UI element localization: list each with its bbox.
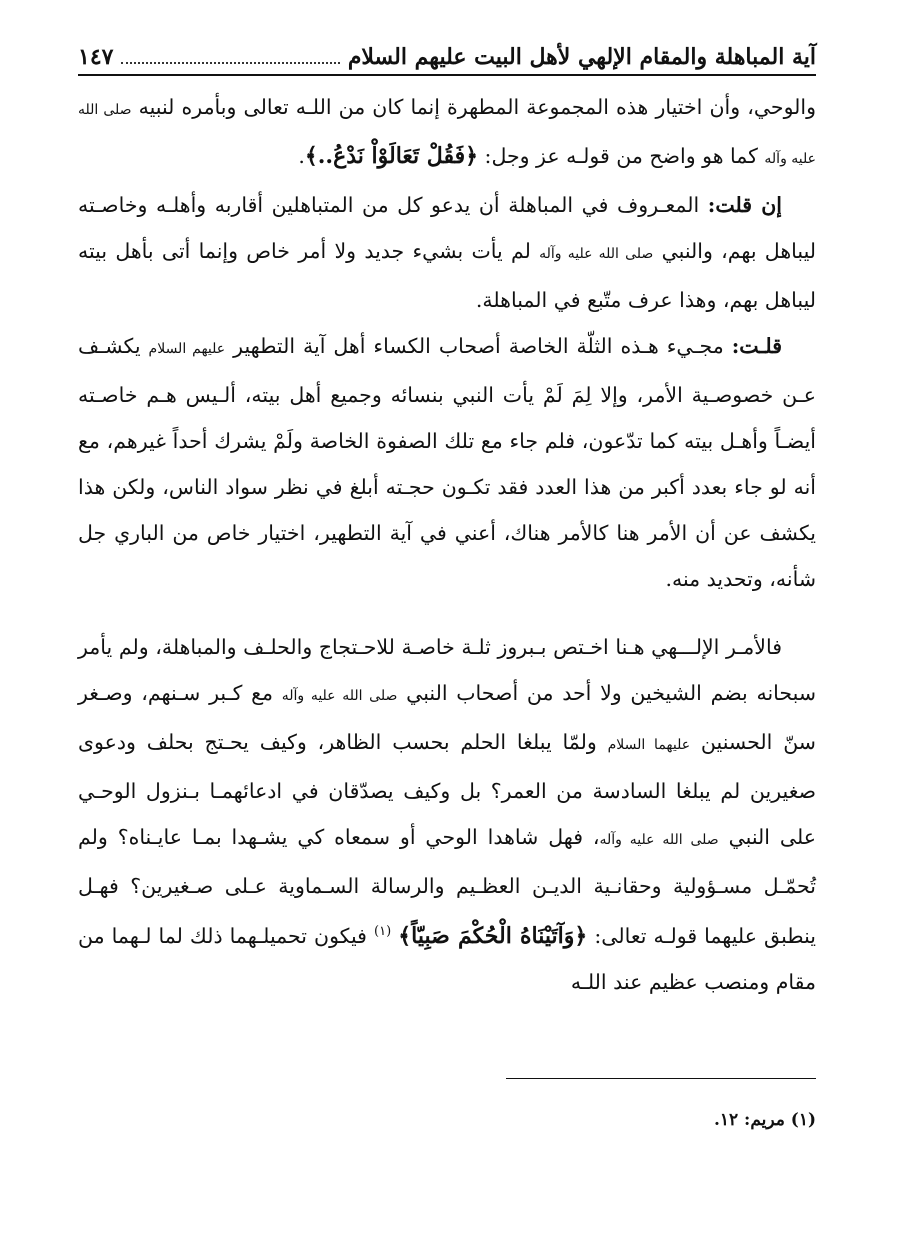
paragraph-2 — [78, 182, 816, 323]
text-run: ولمّا يبلغا الحلم بحسب الظاهر، وكيف يحـتج بحلف ودعوى صغيرين لم يبلغا السادسة من العمر؟ بل وكيف يصدّقان في ادعائهمـا بـنزول الوحـي على النبي — [78, 730, 816, 849]
paragraph-1 — [78, 84, 816, 182]
paragraph-4 — [78, 624, 816, 1005]
text-run: المعـروف في المباهلة أن يدعو كل من المتباهلين أقاربه وأهلـه وخاصـته ليباهل بهم، والنبي — [78, 193, 816, 263]
text-run: . — [298, 144, 305, 168]
honorific: عليهما السلام — [607, 737, 691, 753]
paragraph-3 — [78, 323, 816, 602]
lead-phrase: قلـت: — [731, 334, 783, 358]
text-run: كما هو واضح من قولـه عز وجل: — [478, 144, 765, 168]
honorific: عليهم السلام — [148, 341, 226, 357]
text-run: ، فهل شاهدا الوحي أو سمعاه كي يشـهدا بمـا عايـناه؟ ولم تُحمّـل مسـؤولية وحقانـية الديـن العظـيم والرسالة السـماوية عـلى صـغيرين؟ فهـل ينطبق عليهما قولـه تعالى: — [78, 825, 816, 948]
honorific: صلى الله عليه وآله — [539, 246, 654, 262]
page-header — [78, 30, 816, 76]
page-number: ١٤٧ — [78, 44, 114, 70]
text-run: فالأمـر الإلـــهي هـنا اخـتص بـبروز ثلـة خاصـة للاحـتجاج والحلـف والمباهلة، ولم يأمر سبحانه بضم الشيخين ولا أحد من أصحاب النبي — [78, 635, 816, 705]
body-text — [78, 84, 816, 1005]
footnote-reference: (١) — [374, 924, 392, 939]
text-run: والوحي، وأن اختيار هذه المجموعة المطهرة إنما كان من اللـه تعالى وبأمره لنبيه — [131, 95, 817, 119]
text-run: مع كـبر سـنهم، وصـغر سنّ الحسنين — [78, 681, 816, 754]
text-run: فيكون تحميلـهما ذلك لما لـهما من مقام ومنصب عظيم عند اللـه — [78, 923, 816, 994]
text-run: يكشـف عـن خصوصـية الأمر، وإلا لِمَ لَمْ يأت النبي بنسائه وجميع أهل بيته، ألـيس هـم خاصـته أيضـاً وأهـل بيته كما تدّعون، فلم جاء مع تلك الصفوة الخاصة ولَمْ يشرك أحداً غيرهم، مع أنه لو جاء بعدد أكبر من هذا العدد فقد تكـون حجـته أبلغ في نظر سواد الناس، ولكن هذا يكشف عن أن الأمر هنا كالأمر هناك، أعني في آية التطهير، اختيار خاص من الباري جل شأنه، وتحديد منه. — [78, 334, 816, 591]
honorific: صلى الله عليه وآله — [78, 102, 816, 167]
honorific: صلى الله عليه وآله — [599, 832, 719, 848]
footnote-separator — [506, 1078, 816, 1079]
running-title: آية المباهلة والمقام الإلهي لأهل البيت عليهم السلام — [347, 44, 816, 70]
text-run: لم يأت بشيء جديد ولا أمر خاص وإنما أتى بأهل بيته ليباهل بهم، وهذا عرف متّبع في المباهلة. — [78, 239, 816, 312]
honorific: صلى الله عليه وآله — [281, 688, 398, 704]
footnote: (١) مريم: ١٢. — [713, 1110, 816, 1130]
header-leader-dots — [121, 62, 339, 64]
quran-verse: ﴿وَآتَيْنَاهُ الْحُكْمَ صَبِيّاً﴾ — [398, 922, 588, 949]
text-run: مجـيء هـذه الثلّة الخاصة أصحاب الكساء أهل آية التطهير — [225, 334, 732, 358]
quran-verse: ﴿فَقُلْ تَعَالَوْاْ نَدْعُ..﴾ — [304, 143, 479, 169]
lead-phrase: إن قلت: — [707, 193, 782, 217]
